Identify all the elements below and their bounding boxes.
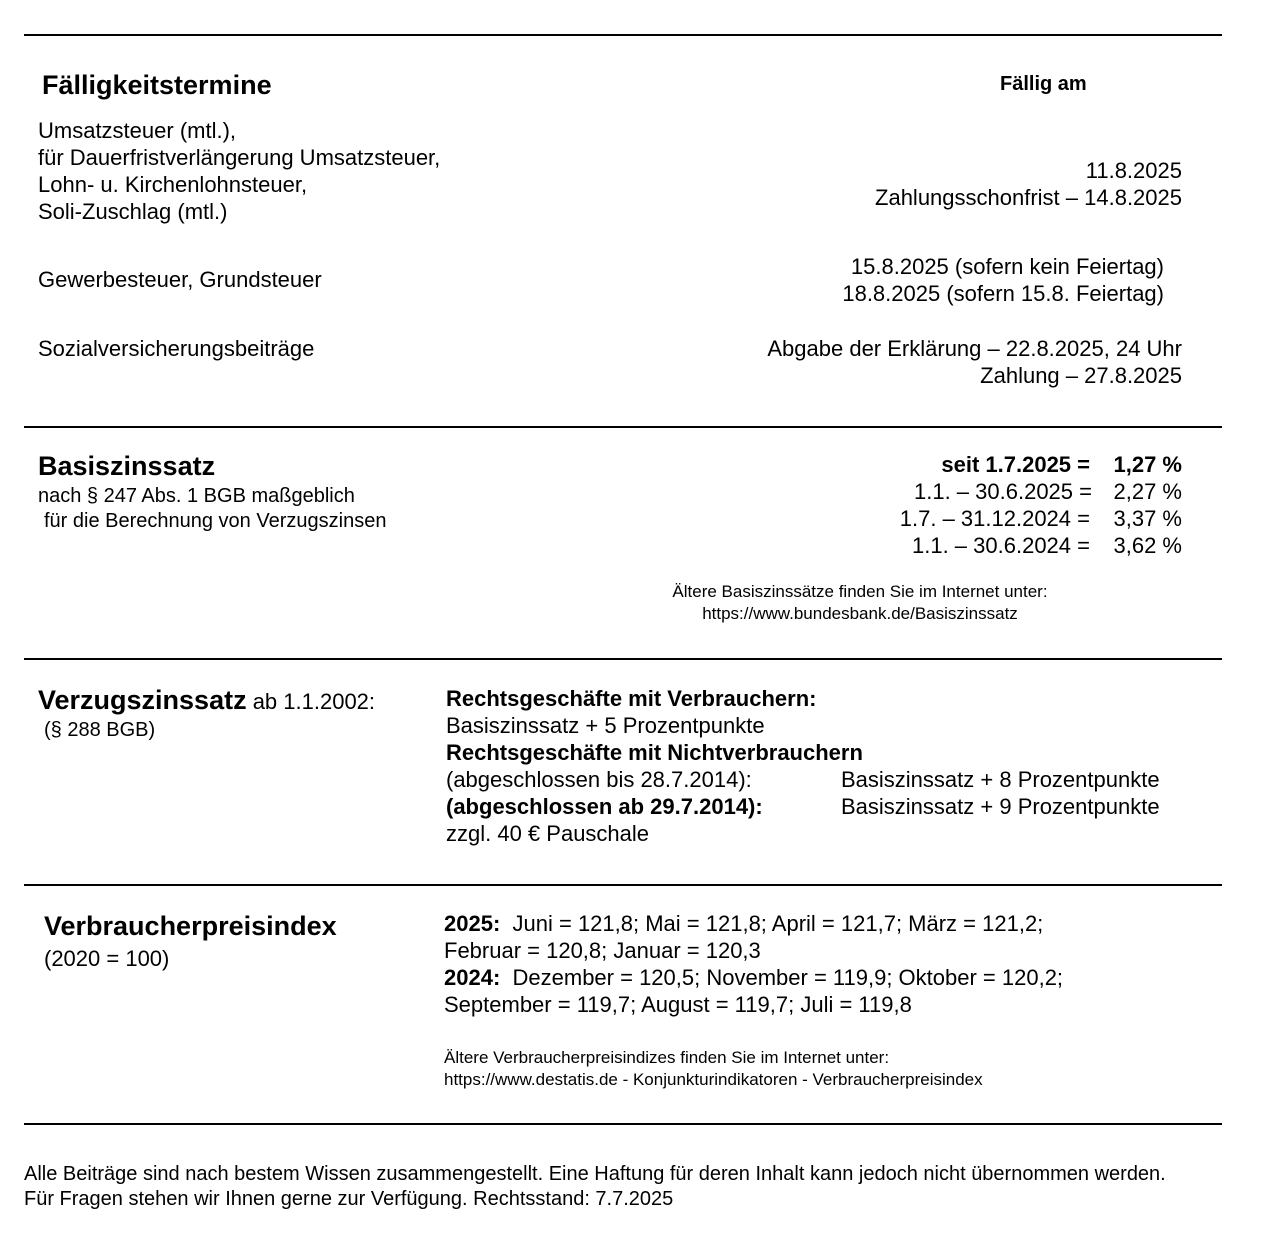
tax-type-line: Gewerbesteuer, Grundsteuer xyxy=(38,267,322,292)
vpi-title: Verbraucherpreisindex xyxy=(44,911,337,941)
rate-period: 1.7. – 31.12.2024 = xyxy=(899,506,1090,531)
divider-bottom xyxy=(24,1123,1222,1125)
vpi-values-text: Dezember = 120,5; November = 119,9; Oktober = 120,2; xyxy=(512,965,1064,990)
rate-row-current xyxy=(700,451,1182,478)
vpi-2024-line-2: September = 119,7; August = 119,7; Juli = 119,8 xyxy=(444,992,912,1017)
faelligkeit-row-2-right xyxy=(700,253,1164,307)
vpi-year-label: 2025: xyxy=(444,911,501,936)
divider-top xyxy=(24,34,1222,36)
basiszins-rates xyxy=(700,451,1182,559)
consumers-heading: Rechtsgeschäfte mit Verbrauchern: xyxy=(446,686,817,711)
vpi-values-text: Juni = 121,8; Mai = 121,8; April = 121,7; März = 121,2; xyxy=(512,911,1044,936)
destatis-link[interactable]: https://www.destatis.de - Konjunkturindikatoren - Verbraucherpreisindex xyxy=(444,1070,983,1089)
faelligkeit-row-3-left xyxy=(38,335,314,362)
verzugszins-title xyxy=(38,685,375,716)
basiszins-subtitle-1: nach § 247 Abs. 1 BGB maßgeblich xyxy=(38,485,355,507)
footer-disclaimer: Alle Beiträge sind nach bestem Wissen zusammengestellt. Eine Haftung für deren Inhalt kann jedoch nicht übernommen werden. xyxy=(24,1163,1166,1185)
faelligkeit-row-1-right xyxy=(700,157,1182,211)
due-date-line: Zahlung – 27.8.2025 xyxy=(980,363,1182,388)
bundesbank-link[interactable]: https://www.bundesbank.de/Basiszinssatz xyxy=(702,604,1018,623)
faelligkeit-title: Fälligkeitstermine xyxy=(42,70,272,100)
due-date-line: 18.8.2025 (sofern 15.8. Feiertag) xyxy=(842,281,1164,306)
vpi-year-label: 2024: xyxy=(444,965,501,990)
vpi-values xyxy=(444,910,1063,1018)
basiszins-note xyxy=(620,581,1100,625)
rate-value: 2,27 % xyxy=(1113,479,1182,504)
verzugszins-subtitle: (§ 288 BGB) xyxy=(44,719,156,741)
vpi-2025-line-1 xyxy=(444,910,1063,937)
divider-1 xyxy=(24,426,1222,428)
tax-type-line: für Dauerfristverlängerung Umsatzsteuer, xyxy=(38,145,441,170)
interest-rule: Basiszinssatz + 8 Prozentpunkte xyxy=(841,767,1160,792)
vpi-2024-line-1 xyxy=(444,964,1063,991)
rate-row xyxy=(700,478,1182,505)
faellig-am-label: Fällig am xyxy=(1000,73,1087,95)
nonconsumers-row-2 xyxy=(446,793,1160,820)
interest-rule: Basiszinssatz + 9 Prozentpunkte xyxy=(841,794,1160,819)
vpi-note-text: Ältere Verbraucherpreisindizes finden Sie im Internet unter: xyxy=(444,1048,890,1067)
basiszins-note-text: Ältere Basiszinssätze finden Sie im Internet unter: xyxy=(672,582,1048,601)
contract-period: (abgeschlossen ab 29.7.2014): xyxy=(446,794,763,819)
basiszins-title: Basiszinssatz xyxy=(38,451,216,481)
rate-row xyxy=(700,532,1182,559)
due-date-line: 15.8.2025 (sofern kein Feiertag) xyxy=(850,254,1164,279)
due-date-line: Abgabe der Erklärung – 22.8.2025, 24 Uhr xyxy=(767,336,1182,361)
consumers-text: Basiszinssatz + 5 Prozentpunkte xyxy=(446,713,765,738)
rate-period: seit 1.7.2025 = xyxy=(941,452,1090,477)
footer-contact: Für Fragen stehen wir Ihnen gerne zur Verfügung. Rechtsstand: 7.7.2025 xyxy=(24,1188,674,1210)
vpi-2025-line-2: Februar = 120,8; Januar = 120,3 xyxy=(444,938,761,963)
due-date-line: 11.8.2025 xyxy=(1085,158,1182,183)
verzugszins-title-suffix: ab 1.1.2002: xyxy=(246,689,376,714)
divider-2 xyxy=(24,658,1222,660)
vpi-subtitle: (2020 = 100) xyxy=(44,946,170,971)
tax-type-line: Umsatzsteuer (mtl.), xyxy=(38,118,237,143)
due-date-line: Zahlungsschonfrist – 14.8.2025 xyxy=(875,185,1182,210)
vpi-note xyxy=(444,1047,983,1091)
tax-type-line: Sozialversicherungsbeiträge xyxy=(38,336,315,361)
rate-value: 3,62 % xyxy=(1113,533,1182,558)
nonconsumers-row-1 xyxy=(446,766,1160,793)
footer xyxy=(24,1162,1166,1212)
flat-fee-text: zzgl. 40 € Pauschale xyxy=(446,821,650,846)
nonconsumers-heading: Rechtsgeschäfte mit Nichtverbrauchern xyxy=(446,740,863,765)
verzugszins-title-main: Verzugszinssatz xyxy=(38,685,247,715)
rate-row xyxy=(700,505,1182,532)
verzugszins-details xyxy=(446,685,1160,847)
rate-value: 3,37 % xyxy=(1113,506,1182,531)
contract-period: (abgeschlossen bis 28.7.2014): xyxy=(446,767,752,792)
faelligkeit-row-2-left xyxy=(38,266,322,293)
rate-period: 1.1. – 30.6.2024 = xyxy=(912,533,1090,558)
rate-value: 1,27 % xyxy=(1113,452,1182,477)
basiszins-subtitle-2: für die Berechnung von Verzugszinsen xyxy=(44,510,387,532)
tax-type-line: Lohn- u. Kirchenlohnsteuer, xyxy=(38,172,308,197)
divider-3 xyxy=(24,884,1222,886)
faelligkeit-row-1-left xyxy=(38,117,440,225)
rate-period: 1.1. – 30.6.2025 = xyxy=(914,479,1092,504)
faellig-am-header xyxy=(1000,72,1187,97)
faelligkeit-row-3-right xyxy=(660,335,1182,389)
tax-type-line: Soli-Zuschlag (mtl.) xyxy=(38,199,228,224)
